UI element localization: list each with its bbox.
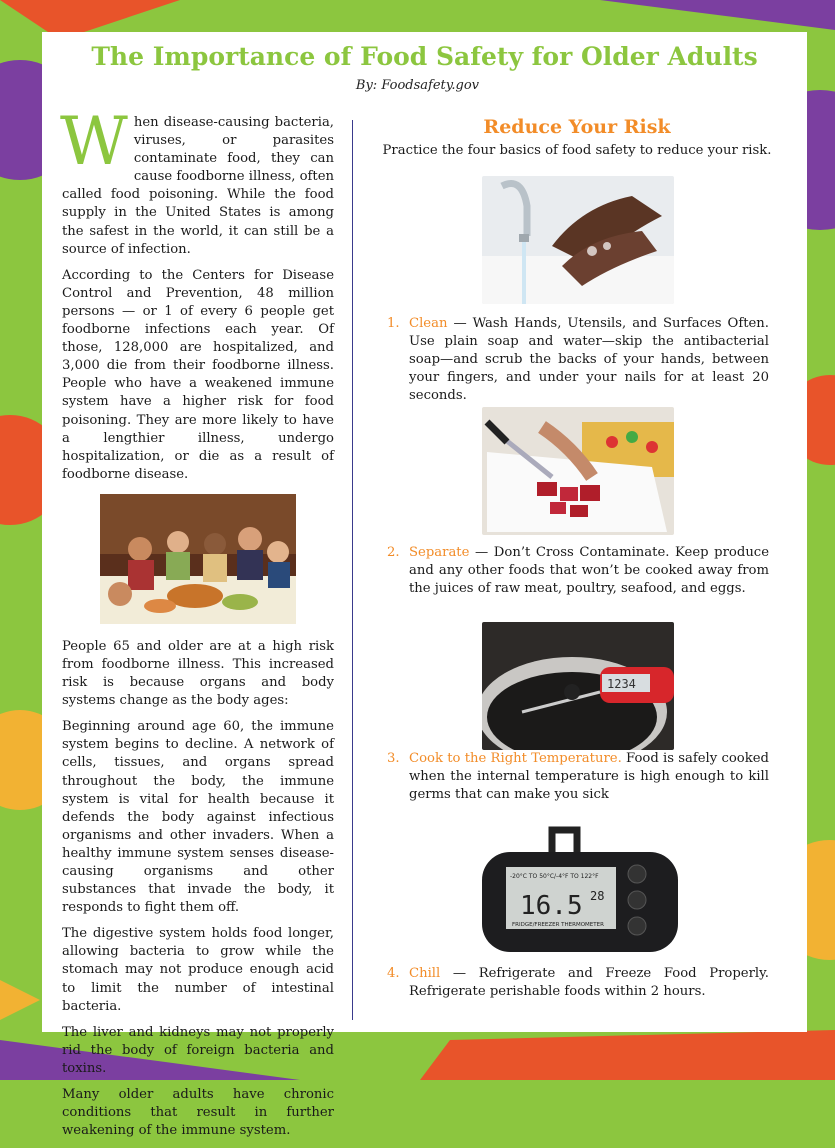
step-keyword: Clean <box>409 316 448 331</box>
step-text: — Don’t Cross Contaminate. Keep produce and any other foods that won’t be cooked away from the juices of raw meat, poultry, seafood, and eggs. <box>409 545 769 597</box>
meat-thermometer-photo <box>482 622 674 750</box>
dropcap: W <box>60 103 128 180</box>
step-separate <box>387 544 769 598</box>
article-page <box>42 32 807 1139</box>
handwashing-photo <box>482 176 674 304</box>
family-dinner-photo <box>100 494 296 624</box>
paragraph-7: Many older adults have chronic conditions that result in further weakening of the immune system. <box>62 1087 334 1139</box>
column-divider <box>352 120 353 1020</box>
step-number: 1. <box>387 316 400 331</box>
step-number: 3. <box>387 751 400 766</box>
left-column <box>60 103 335 1148</box>
cutting-board-illustration <box>482 407 674 535</box>
step-text: — Wash Hands, Utensils, and Surfaces Often. Use plain soap and water—skip the antibacterial soap—and scrub the backs of your hands, between your fingers, and under your nails for at least 20 seconds. <box>409 316 769 404</box>
byline: By: Foodsafety.gov <box>355 78 479 93</box>
family-dinner-illustration <box>100 494 296 624</box>
page-title: The Importance of Food Safety for Older Adults <box>91 42 758 71</box>
thermo-small-reading: 28 <box>590 889 605 903</box>
step-clean <box>387 315 769 405</box>
paragraph-5: The digestive system holds food longer, allowing bacteria to grow while the stomach may not produce enough acid to limit the number of intestinal bacteria. <box>62 926 334 1014</box>
step-cook <box>387 750 769 804</box>
step-text: Food is safely cooked when the internal temperature is high enough to kill germs that can make you sick <box>409 751 769 803</box>
thermo-label: FRIDGE/FREEZER THERMOMETER <box>512 922 604 928</box>
step-keyword: Chill <box>409 966 441 981</box>
step-keyword: Cook to the Right Temperature. <box>409 751 622 766</box>
step-number: 2. <box>387 545 400 560</box>
step-number: 4. <box>387 966 400 981</box>
cutting-board-photo <box>482 407 674 535</box>
fridge-thermometer-photo <box>482 822 678 957</box>
meat-thermometer-illustration <box>482 622 674 750</box>
section-heading: Reduce Your Risk <box>483 116 671 138</box>
thermo-range: -20°C TO 50°C/-4°F TO 122°F <box>510 873 599 880</box>
paragraph-3: People 65 and older are at a high risk from foodborne illness. This increased risk is because organs and body systems change as the body ages: <box>62 638 334 709</box>
paragraph-6: The liver and kidneys may not properly rid the body of foreign bacteria and toxins. <box>62 1024 334 1076</box>
paragraph-intro <box>60 103 335 259</box>
right-column <box>382 114 772 170</box>
handwashing-illustration <box>482 176 674 304</box>
paragraph-4: Beginning around age 60, the immune system begins to decline. A network of cells, tissues, and organs spread throughout the body, the immune system is vital for health because it defends the body against infectious organisms and other invaders. When a healthy immune system senses disease-causing organisms and other substances that invade the body, it responds to fight them off. <box>62 719 334 916</box>
section-intro: Practice the four basics of food safety to reduce your risk. <box>382 143 772 159</box>
probe-display: 1234 <box>607 677 636 691</box>
step-chill <box>387 965 769 1001</box>
step-text: — Refrigerate and Freeze Food Properly. Refrigerate perishable foods within 2 hours. <box>409 966 769 1000</box>
paragraph-1-text: hen disease-causing bacteria, viruses, or parasites contaminate food, they can cause foodborne illness, often called food poisoning. While the food supply in the United States is among the safest in the world, it can still be a source of infection. <box>62 115 335 257</box>
paragraph-2: According to the Centers for Disease Control and Prevention, 48 million persons — or 1 of every 6 people get foodborne infections each year. Of those, 128,000 are hospitalized, and 3,000 die from their foodborne illness. People who have a weakened immune system have a higher risk for food poisoning. They are more likely to have a lengthier illness, undergo hospitalization, or die as a result of foodborne disease. <box>62 267 334 482</box>
fridge-thermometer-illustration <box>482 822 678 957</box>
step-keyword: Separate <box>409 545 470 560</box>
thermo-reading: 16.5 <box>520 891 583 921</box>
